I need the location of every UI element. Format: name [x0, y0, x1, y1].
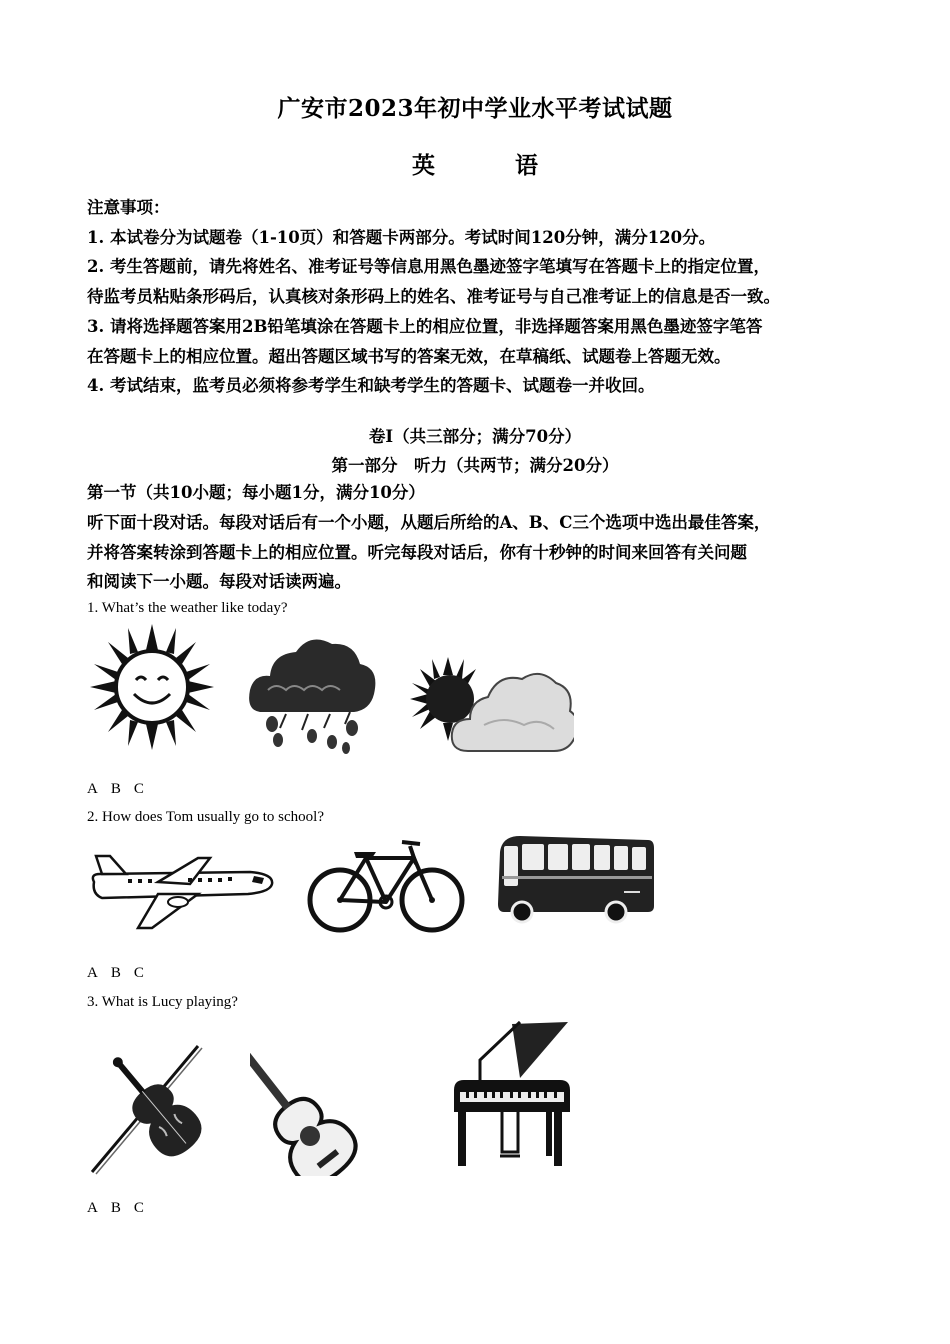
airplane-icon: [88, 852, 274, 932]
volume-title: 卷Ⅰ（共三部分；满分70分）: [368, 427, 582, 446]
question-2-options: [87, 965, 157, 982]
question-2-text: 2. How does Tom usually go to school?: [87, 809, 324, 825]
instruction-line: 听下面十段对话。每段对话后有一个小题，从题后所给的A、B、C三个选项中选出最佳答案，: [87, 513, 771, 532]
question-3-text: 3. What is Lucy playing?: [87, 994, 238, 1010]
subject-title: 英 语: [411, 152, 574, 179]
violin-icon: [88, 1042, 220, 1178]
notes-line: 2. 考生答题前，请先将姓名、准考证号等信息用黑色墨迹签字笔填写在答题卡上的指定位置，: [87, 257, 770, 277]
option-b[interactable]: B: [110, 781, 121, 797]
notes-line: 3. 请将选择题答案用2B铅笔填涂在答题卡上的相应位置，非选择题答案用黑色墨迹签字笔答: [87, 316, 763, 336]
option-b[interactable]: B: [110, 965, 121, 981]
guitar-icon: [250, 1040, 418, 1176]
option-b[interactable]: B: [110, 1200, 121, 1216]
section-title: 第一节（共10小题；每小题1分，满分10分）: [87, 483, 425, 502]
bus-icon: [496, 832, 656, 924]
piano-icon: [450, 1020, 576, 1176]
instruction-line: 并将答案转涂到答题卡上的相应位置。听完每段对话后，你有十秒钟的时间来回答有关问题: [87, 543, 747, 562]
sun-icon: [88, 622, 216, 752]
question-1-options: [87, 781, 157, 798]
option-c[interactable]: C: [133, 965, 144, 981]
option-a[interactable]: A: [87, 965, 98, 981]
notes-line: 4. 考试结束，监考员必须将参考学生和缺考学生的答题卡、试题卷一并收回。: [87, 376, 655, 396]
notes-heading: 注意事项：: [87, 198, 170, 217]
notes-block: [87, 193, 887, 401]
notes-line: 在答题卡上的相应位置。超出答题区域书写的答案无效，在草稿纸、试题卷上答题无效。: [87, 346, 731, 366]
bicycle-icon: [306, 836, 466, 936]
option-a[interactable]: A: [87, 781, 98, 797]
question-1-text: 1. What’s the weather like today?: [87, 600, 288, 616]
option-c[interactable]: C: [133, 781, 144, 797]
question-3-options: [87, 1200, 157, 1217]
exam-title: 广安市2023年初中学业水平考试试题: [277, 95, 673, 122]
notes-line: 待监考员粘贴条形码后，认真核对条形码上的姓名、准考证号与自己准考证上的信息是否一致。: [87, 287, 780, 307]
option-c[interactable]: C: [133, 1200, 144, 1216]
rain-cloud-icon: [246, 628, 378, 758]
instruction-line: 和阅读下一小题。每段对话读两遍。: [87, 572, 351, 591]
part-title: 第一部分 听力（共两节；满分20分）: [331, 456, 619, 475]
notes-line: 1. 本试卷分为试题卷（1-10页）和答题卡两部分。考试时间120分钟，满分120分。: [87, 227, 716, 247]
option-a[interactable]: A: [87, 1200, 98, 1216]
sun-behind-cloud-icon: [408, 655, 574, 757]
